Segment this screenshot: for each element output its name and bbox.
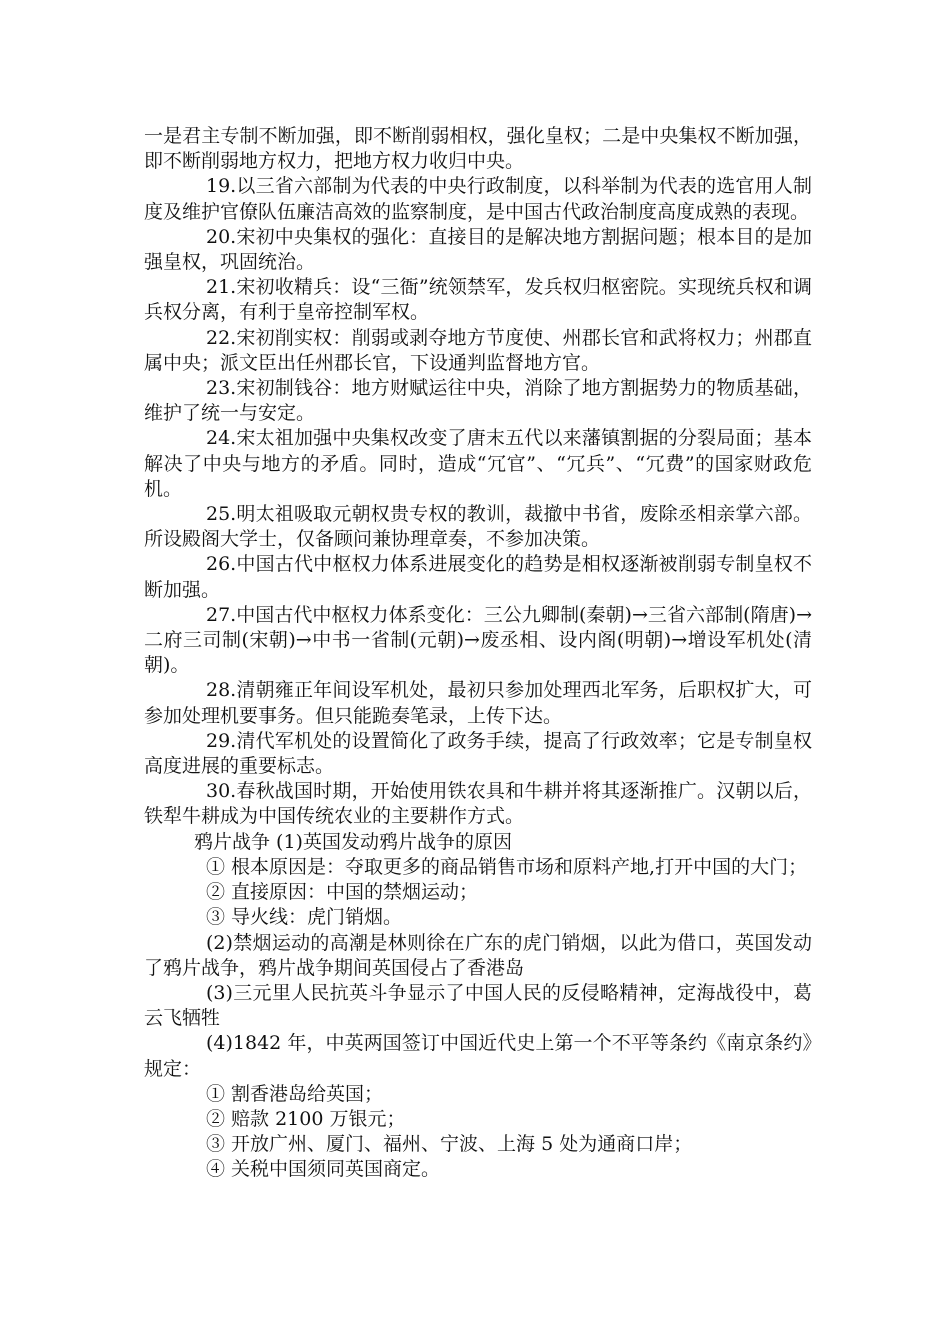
paragraph-22: 22.宋初削实权：削弱或剥夺地方节度使、州郡长官和武将权力；州郡直属中央；派文臣出任州郡长官，下设通判监督地方官。 — [144, 326, 812, 374]
cause-item: ③ 导火线：虎门销烟。 — [206, 906, 403, 929]
paragraph-29: 29.清代军机处的设置简化了政务手续，提高了行政效率；它是专制皇权高度进展的重要标志。 — [144, 729, 812, 778]
treaty-term: ① 割香港岛给英国； — [206, 1082, 384, 1105]
cause-item: ② 直接原因：中国的禁烟运动； — [206, 881, 479, 904]
paragraph-26: 26.中国古代中枢权力体系进展变化的趋势是相权逐渐被削弱专制皇权不断加强。 — [144, 553, 812, 601]
treaty-term: ④ 关税中国须同英国商定。 — [206, 1158, 441, 1181]
paragraph-23: 23.宋初制钱谷：地方财赋运往中央，消除了地方割据势力的物质基础，维护了统一与安定。 — [144, 377, 812, 425]
point-item: (4)1842 年，中英两国签订中国近代史上第一个不平等条约《南京条约》规定： — [144, 1032, 812, 1080]
paragraph-19: 19.以三省六部制为代表的中央行政制度，以科举制为代表的选官用人制度及维护官僚队伍廉洁高效的监察制度，是中国古代政治制度高度成熟的表现。 — [144, 175, 812, 223]
paragraph-20: 20.宋初中央集权的强化：直接目的是解决地方割据问题；根本目的是加强皇权，巩固统治。 — [144, 225, 812, 274]
cause-item: ① 根本原因是：夺取更多的商品销售市场和原料产地,打开中国的大门； — [206, 855, 808, 878]
point-item: (3)三元里人民抗英斗争显示了中国人民的反侵略精神，定海战役中，葛云飞牺牲 — [144, 981, 812, 1030]
paragraph-25: 25.明太祖吸取元朝权贵专权的教训，裁撤中书省，废除丞相亲掌六部。所设殿阁大学士，仅备顾问兼协理章奏，不参加决策。 — [144, 503, 812, 551]
paragraph-27: 27.中国古代中枢权力体系变化：三公九卿制(秦朝)→三省六部制(隋唐)→二府三司制(宋朝)→中书一省制(元朝)→废丞相、设内阁(明朝)→增设军机处(清朝)。 — [144, 603, 812, 677]
paragraph-centralization-trends: 一是君主专制不断加强，即不断削弱相权，强化皇权；二是中央集权不断加强，即不断削弱地方权力，把地方权力收归中央。 — [144, 125, 812, 173]
point-item: (2)禁烟运动的高潮是林则徐在广东的虎门销烟，以此为借口，英国发动了鸦片战争，鸦片战争期间英国侵占了香港岛 — [144, 931, 812, 979]
paragraph-30: 30.春秋战国时期，开始使用铁农具和牛耕并将其逐渐推广。汉朝以后，铁犁牛耕成为中国传统农业的主要耕作方式。 — [144, 780, 812, 828]
document-body — [144, 124, 812, 1183]
paragraph-28: 28.清朝雍正年间设军机处，最初只参加处理西北军务，后职权扩大，可参加处理机要事务。但只能跪奏笔录，上传下达。 — [144, 679, 812, 727]
paragraph-21: 21.宋初收精兵：设“三衙”统领禁军，发兵权归枢密院。实现统兵权和调兵权分离，有利于皇帝控制军权。 — [144, 276, 812, 324]
treaty-term: ② 赔款 2100 万银元； — [206, 1107, 406, 1130]
treaty-term: ③ 开放广州、厦门、福州、宁波、上海 5 处为通商口岸； — [206, 1133, 693, 1156]
section-heading-opium-war: 鸦片战争 (1)英国发动鸦片战争的原因 — [194, 830, 512, 853]
paragraph-24: 24.宋太祖加强中央集权改变了唐末五代以来藩镇割据的分裂局面；基本解决了中央与地方的矛盾。同时，造成“冗官”、“冗兵”、“冗费”的国家财政危机。 — [144, 427, 812, 500]
